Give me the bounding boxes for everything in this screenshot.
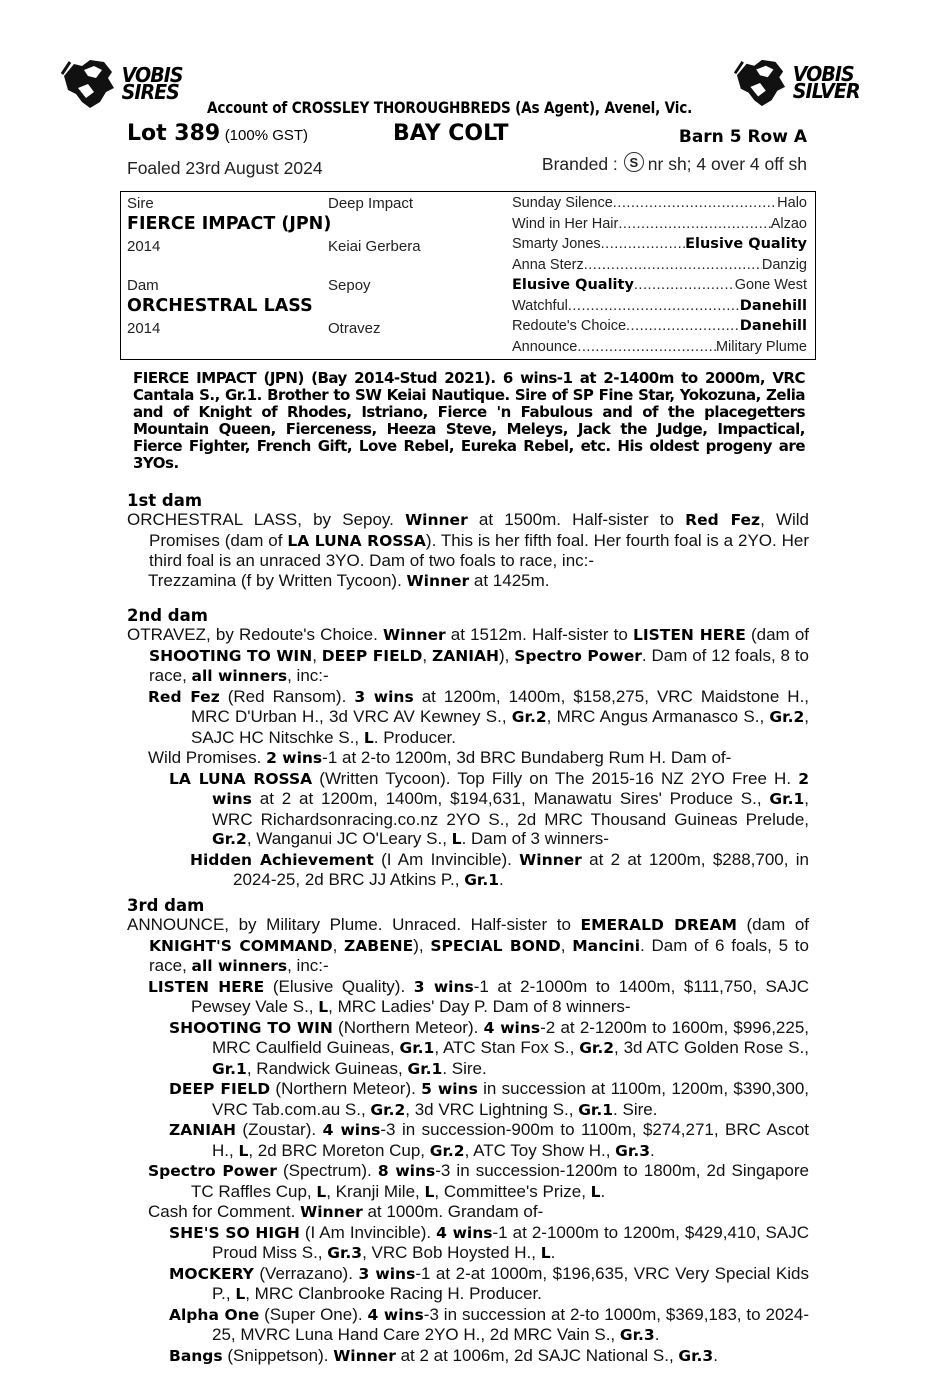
bold-text: Gr.3 [619, 1326, 655, 1344]
text: . [713, 1345, 718, 1365]
text: (Northern Meteor). [332, 1017, 484, 1037]
text: (Written Tycoon). Top Filly on The 2015-16 NZ 2YO Free H. [312, 768, 799, 788]
dam-section [127, 896, 809, 1366]
text: (Verrazano). [253, 1263, 359, 1283]
family-entry [127, 915, 809, 977]
family-entry [127, 510, 809, 571]
grandparent-name: Sunday Silence [512, 195, 613, 211]
great-grandsire-name: Military Plume [715, 339, 807, 355]
logo-line1: VOBIS [792, 62, 854, 86]
family-entry [127, 1018, 809, 1080]
text: (Northern Meteor). [270, 1079, 422, 1098]
bold-text: Hidden Achievement [190, 850, 374, 869]
section-title: 3rd dam [127, 896, 205, 915]
bold-text: L [590, 1182, 601, 1201]
bold-text: Winner [333, 1346, 396, 1365]
bold-text: 8 wins [377, 1162, 436, 1180]
family-entry [127, 850, 809, 891]
grandparent-row [512, 195, 807, 211]
bold-text: LISTEN HERE [148, 977, 265, 996]
vobis-silver-logo [733, 58, 861, 108]
leader-dots [584, 257, 762, 273]
text: (I Am Invincible). [299, 1222, 437, 1242]
text: -3 in succession at 2-to 1000m, $369,183, to 2024-25, MVRC Luna Hand Care 2YO H., 2d MRC Vain S., [212, 1304, 809, 1344]
sire-sire: Deep Impact [328, 195, 414, 212]
great-grandsire-name: Danzig [761, 257, 807, 273]
bold-text: ZABENE [344, 936, 414, 955]
text: , [332, 935, 345, 955]
bold-text: Gr.2 [429, 1141, 465, 1160]
text: . [650, 1140, 655, 1160]
text: at 1200m, 1400m, $158,275, VRC Maidstone H., MRC D'Urban H., 3d VRC AV Kewney S., [191, 686, 810, 726]
text: , Randwick Guineas, [246, 1058, 408, 1078]
text: , 3d ATC Golden Rose S., [614, 1038, 810, 1057]
text: , ATC Stan Fox S., [434, 1038, 580, 1057]
text: . Sire. [442, 1058, 487, 1078]
text: . Dam of 12 foals, 8 to race, [149, 645, 810, 685]
great-grandsire-name: Danehill [739, 318, 807, 334]
grandparent-row [512, 257, 807, 273]
text: OTRAVEZ, by Redoute's Choice. [127, 625, 383, 644]
bold-text: 2 wins [266, 749, 323, 767]
grandparent-row [512, 277, 807, 293]
text: ). This is her fifth foal. Her fourth foal is a 2YO. Her third foal is an unraced 3YO. Dam of two foals to race, inc:- [149, 530, 809, 570]
bold-text: Red Fez [685, 511, 761, 529]
bold-text: Red Fez [148, 687, 220, 706]
text: (Zoustar). [235, 1120, 323, 1139]
family-entry [127, 687, 809, 749]
bold-text: EMERALD DREAM [580, 916, 737, 934]
dam-dam: Otravez [328, 320, 381, 337]
text: -1 at 2-to 1200m, 3d BRC Bundaberg Rum H. Dam of- [322, 748, 732, 767]
horse-rider-icon [60, 58, 118, 110]
bold-text: Gr.2 [370, 1100, 406, 1119]
text: ), [498, 645, 515, 665]
bold-text: L [424, 1182, 435, 1201]
family-entry [127, 625, 809, 687]
great-grandsire-name: Halo [777, 195, 807, 211]
leader-dots [601, 236, 685, 252]
bold-text: Gr.1 [578, 1100, 614, 1119]
text: . Dam of 3 winners- [461, 829, 609, 848]
text: (dam of [745, 625, 810, 644]
leader-dots [577, 339, 716, 355]
text: (dam of [736, 915, 810, 934]
bold-text: Bangs [169, 1346, 223, 1365]
grandparent-name: Elusive Quality [512, 277, 634, 293]
bold-text: 3 wins [358, 1264, 416, 1283]
dam-section [127, 606, 809, 891]
family-entry [127, 1161, 809, 1202]
text: (I Am Invincible). [373, 849, 520, 869]
text: at 2 at 1200m, 1400m, $194,631, Manawatu Sires' Produce S., [251, 789, 770, 808]
grandparent-row [512, 216, 807, 232]
text: , SAJC HC Nitschke S., [191, 707, 809, 747]
great-grandsire-name: Alzao [770, 216, 807, 232]
text: , 3d VRC Lightning S., [405, 1099, 579, 1119]
family-entry [127, 1346, 809, 1367]
bold-text: Gr.2 [511, 708, 547, 726]
grandparent-row [512, 298, 807, 314]
bold-text: L [451, 830, 462, 848]
branded-label: Branded : [541, 154, 618, 174]
text: . Producer. [373, 727, 456, 747]
barn-location: Barn 5 Row A [678, 127, 807, 147]
text: -1 at 2-at 1000m, $196,635, VRC Very Special Kids P., [212, 1263, 809, 1303]
text: , WRC Richardsonracing.co.nz 2YO S., 2d MRC Thousand Guineas Prelude, [212, 789, 809, 829]
text: , Committee's Prize, [434, 1181, 591, 1201]
foaled-date: Foaled 23rd August 2024 [127, 158, 323, 178]
sire-label: Sire [127, 195, 154, 212]
vobis-sires-logo [60, 58, 184, 110]
lot-number: Lot 389 [127, 121, 221, 146]
bold-text: L [235, 1285, 246, 1303]
bold-text: L [318, 998, 329, 1016]
text: , ATC Toy Show H., [464, 1140, 616, 1160]
sire-dam: Keiai Gerbera [328, 238, 421, 255]
text: , Kranji Mile, [326, 1181, 425, 1201]
grandparent-name: Anna Sterz [512, 257, 584, 273]
text: ORCHESTRAL LASS, by Sepoy. [127, 510, 406, 529]
family-entry [127, 1120, 809, 1161]
text: at 2 at 1200m, $288,700, in 2024-25, 2d BRC JJ Atkins P., [233, 849, 809, 889]
bold-text: SHOOTING TO WIN [149, 646, 313, 665]
text: , 2d BRC Moreton Cup, [248, 1140, 430, 1160]
logo-line2: SILVER [792, 79, 860, 103]
text: (Red Ransom). [219, 686, 355, 706]
text: Wild Promises. [148, 748, 267, 767]
bold-text: Gr.3 [615, 1141, 650, 1160]
text: . Sire. [613, 1099, 658, 1119]
bold-text: L [363, 728, 374, 747]
logo-line1: VOBIS [121, 63, 183, 87]
text: at 2 at 1006m, 2d SAJC National S., [395, 1345, 679, 1365]
leader-dots [568, 298, 740, 314]
bold-text: Winner [382, 626, 446, 644]
text: -3 in succession-900m to 1100m, $274,271, BRC Ascot H., [212, 1120, 809, 1160]
text: , inc:- [287, 956, 329, 975]
bold-text: SHOOTING TO WIN [169, 1018, 333, 1037]
text: . [600, 1181, 606, 1201]
bold-text: Gr.2 [579, 1039, 615, 1057]
sire-year: 2014 [127, 238, 161, 255]
great-grandsire-name: Gone West [734, 277, 807, 293]
bold-text: ZANIAH [432, 646, 499, 665]
dam-name: ORCHESTRAL LASS [127, 296, 313, 316]
text: -1 at 2-1000m to 1200m, $429,410, SAJC Proud Miss S., [212, 1222, 809, 1262]
text: -3 in succession-1200m to 1800m, 2d Singapore TC Raffles Cup, [191, 1161, 809, 1201]
bold-text: Gr.1 [212, 1059, 247, 1078]
text: . [499, 870, 504, 889]
bold-text: LISTEN HERE [632, 626, 746, 644]
bold-text: 4 wins [483, 1018, 541, 1037]
bold-text: LA LUNA ROSSA [287, 531, 426, 550]
grandparent-name: Announce [512, 339, 578, 355]
text: at 1500m. Half-sister to [467, 510, 686, 529]
bold-text: Spectro Power [514, 646, 642, 665]
text: in succession at 1100m, 1200m, $390,300, VRC Tab.com.au S., [212, 1079, 809, 1119]
vendor-account: Account of CROSSLEY THOROUGHBREDS (As Agent), Avenel, Vic. [207, 98, 693, 117]
text: , inc:- [287, 666, 329, 685]
grandparent-row [512, 236, 807, 252]
family-entry [127, 1305, 809, 1346]
bold-text: Gr.2 [769, 708, 805, 726]
bold-text: L [238, 1141, 249, 1160]
section-title: 2nd dam [127, 606, 208, 625]
text: , Wild Promises (dam of [149, 510, 810, 550]
text: Trezzamina (f by Written Tycoon). [148, 570, 407, 590]
bold-text: 5 wins [421, 1080, 478, 1098]
leader-dots [618, 216, 770, 232]
text: -1 at 2-1000m to 1400m, $111,750, SAJC Pewsey Vale S., [191, 976, 810, 1016]
text: , [560, 935, 573, 955]
leader-dots [634, 277, 735, 293]
text: , MRC Clanbrooke Racing H. Producer. [245, 1284, 542, 1303]
grandparent-row [512, 339, 807, 355]
text: , [422, 645, 432, 665]
bold-text: Gr.2 [212, 830, 247, 848]
text: (Snippetson). [222, 1345, 334, 1365]
sire-summary: FIERCE IMPACT (JPN) (Bay 2014-Stud 2021). 6 wins-1 at 2-1400m to 2000m, VRC Cantala S., Gr.1. Brother to SW Keiai Nautique. Sire of SP Fine Star, Yokozuna, Zelia and of Knight of Rhodes, Istriano, Fierce 'n Fabulous and of the placegetters Mountain Queen, Fierceness, Heeza Steve, Meleys, Jack the Judge, Impactical, Fierce Fighter, French Gift, Love Rebel, Eureka Rebel, etc. His oldest progeny are 3YOs. [133, 369, 805, 472]
dam-section [127, 491, 809, 591]
leader-dots [626, 318, 740, 334]
text: (Super One). [259, 1304, 368, 1324]
family-entry [127, 1079, 809, 1120]
pedigree-table [120, 191, 816, 360]
text: , MRC Angus Armanasco S., [546, 707, 770, 726]
bold-text: Gr.1 [407, 1059, 443, 1078]
text: (Spectrum). [276, 1161, 378, 1180]
logo-line2: SIRES [121, 80, 179, 104]
text: ), [413, 935, 431, 955]
bold-text: SPECIAL BOND [430, 936, 561, 955]
bold-text: Alpha One [169, 1305, 260, 1324]
bold-text: Gr.1 [769, 790, 805, 808]
gst-note: (100% GST) [224, 127, 309, 144]
grandparent-row [512, 318, 807, 334]
bold-text: Gr.3 [327, 1244, 363, 1262]
bold-text: Spectro Power [148, 1162, 277, 1180]
text: , VRC Bob Hoysted H., [362, 1243, 541, 1262]
sex-color: BAY COLT [393, 121, 509, 146]
text: ANNOUNCE, by Military Plume. Unraced. Half-sister to [127, 915, 581, 934]
bold-text: 3 wins [354, 687, 414, 706]
family-entry [127, 1202, 809, 1223]
text: at 1425m. [469, 570, 550, 590]
brand-s-icon: S [624, 152, 644, 172]
text: . [550, 1243, 556, 1262]
family-entry [127, 571, 809, 592]
family-entry [127, 748, 809, 769]
text: , [312, 645, 322, 665]
bold-text: SHE'S SO HIGH [169, 1223, 300, 1242]
great-grandsire-name: Danehill [739, 298, 807, 314]
bold-text: L [540, 1244, 551, 1262]
branded-text: nr sh; 4 over 4 off sh [647, 154, 807, 174]
bold-text: 4 wins [367, 1305, 424, 1324]
text: -2 at 2-1200m to 1600m, $996,225, MRC Caulfield Guineas, [212, 1017, 810, 1057]
sire-name: FIERCE IMPACT (JPN) [127, 214, 332, 234]
bold-text: ZANIAH [169, 1121, 236, 1139]
bold-text: DEEP FIELD [169, 1080, 271, 1098]
horse-rider-icon [733, 58, 789, 108]
family-entry [127, 1223, 809, 1264]
bold-text: LA LUNA ROSSA [169, 769, 313, 788]
bold-text: L [316, 1182, 327, 1201]
bold-text: all winners [191, 957, 288, 975]
text: Cash for Comment. [148, 1202, 301, 1221]
bold-text: 4 wins [436, 1223, 493, 1242]
text: , Wanganui JC O'Leary S., [246, 829, 452, 848]
bold-text: Gr.3 [678, 1346, 714, 1365]
grandparent-name: Redoute's Choice [512, 318, 627, 334]
bold-text: 2 wins [212, 769, 809, 808]
grandparent-name: Smarty Jones [512, 236, 601, 252]
grandparent-name: Watchful [512, 298, 568, 314]
text: . Dam of 6 foals, 5 to race, [149, 935, 809, 975]
bold-text: KNIGHT'S COMMAND [149, 936, 333, 955]
bold-text: 3 wins [413, 977, 474, 996]
bold-text: all winners [191, 667, 288, 685]
dam-year: 2014 [127, 320, 161, 337]
text: (Elusive Quality). [264, 976, 414, 996]
bold-text: 4 wins [322, 1121, 381, 1139]
bold-text: Gr.1 [464, 871, 500, 889]
bold-text: MOCKERY [169, 1264, 254, 1283]
dam-label: Dam [127, 277, 159, 294]
family-entry [127, 769, 809, 850]
family-entry [127, 1264, 809, 1305]
dam-sire: Sepoy [328, 277, 371, 294]
grandparent-name: Wind in Her Hair [512, 216, 619, 232]
section-title: 1st dam [127, 491, 203, 510]
bold-text: DEEP FIELD [321, 646, 423, 665]
bold-text: Gr.1 [399, 1039, 435, 1057]
leader-dots [613, 195, 777, 211]
bold-text: Winner [300, 1203, 363, 1221]
text: , MRC Ladies' Day P. Dam of 8 winners- [328, 997, 631, 1016]
family-entry [127, 977, 809, 1018]
great-grandsire-name: Elusive Quality [685, 236, 807, 252]
bold-text: Winner [406, 571, 470, 590]
text: at 1512m. Half-sister to [445, 625, 633, 644]
text: . [654, 1325, 660, 1344]
bold-text: Winner [405, 511, 468, 529]
lot-heading [127, 121, 308, 146]
brand-info [542, 154, 807, 175]
bold-text: Winner [519, 850, 582, 869]
bold-text: Mancini [572, 936, 641, 955]
text: at 1000m. Grandam of- [362, 1202, 544, 1221]
